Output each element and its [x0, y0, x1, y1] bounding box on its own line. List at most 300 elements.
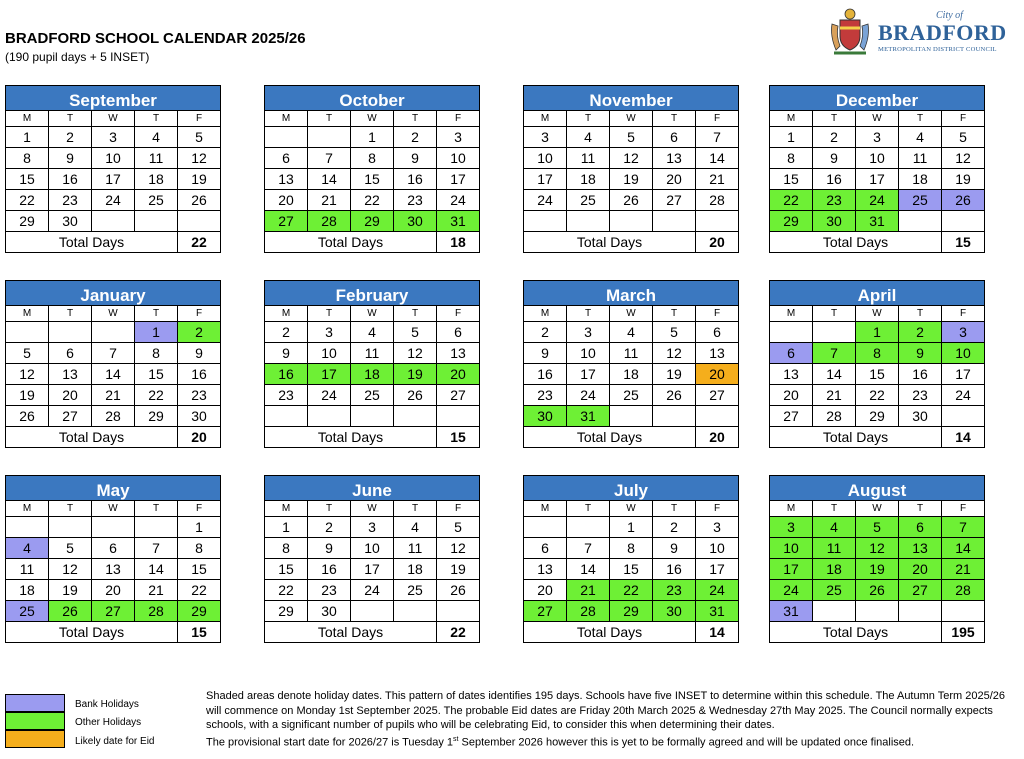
day-cell: 1	[351, 127, 394, 148]
month-name: November	[523, 85, 739, 110]
day-cell: 10	[92, 148, 135, 169]
total-days-value: 20	[696, 427, 739, 448]
day-cell: 14	[567, 559, 610, 580]
empty-day-cell	[567, 211, 610, 232]
weekday-header-row	[265, 111, 480, 127]
empty-day-cell	[610, 406, 653, 427]
day-cell: 10	[308, 343, 351, 364]
day-cell: 13	[92, 559, 135, 580]
logo-name: BRADFORD	[878, 20, 1007, 45]
empty-day-cell	[899, 211, 942, 232]
day-cell: 22	[351, 190, 394, 211]
day-cell: 1	[6, 127, 49, 148]
week-row	[524, 580, 739, 601]
day-cell: 19	[6, 385, 49, 406]
empty-day-cell	[524, 211, 567, 232]
week-row	[6, 538, 221, 559]
month-table	[769, 305, 985, 448]
council-logo	[826, 6, 1006, 58]
week-row	[770, 148, 985, 169]
day-cell: 28	[308, 211, 351, 232]
day-cell: 25	[394, 580, 437, 601]
day-cell: 15	[265, 559, 308, 580]
month-name: October	[264, 85, 480, 110]
day-cell: 3	[351, 517, 394, 538]
day-cell: 6	[437, 322, 480, 343]
day-cell: 7	[567, 538, 610, 559]
day-cell: 17	[308, 364, 351, 385]
day-cell: 21	[567, 580, 610, 601]
weekday-label: T	[813, 501, 856, 517]
day-cell: 23	[899, 385, 942, 406]
day-cell: 10	[524, 148, 567, 169]
week-row	[6, 385, 221, 406]
day-cell: 23	[524, 385, 567, 406]
day-cell: 11	[135, 148, 178, 169]
day-cell: 24	[437, 190, 480, 211]
empty-day-cell	[308, 127, 351, 148]
empty-day-cell	[899, 601, 942, 622]
empty-day-cell	[178, 211, 221, 232]
week-row	[524, 211, 739, 232]
total-days-label: Total Days	[770, 232, 942, 253]
total-days-value: 22	[178, 232, 221, 253]
weekday-label: W	[92, 501, 135, 517]
weekday-header-row	[524, 306, 739, 322]
week-row	[524, 190, 739, 211]
week-row	[6, 211, 221, 232]
day-cell: 5	[6, 343, 49, 364]
day-cell: 4	[135, 127, 178, 148]
day-cell: 18	[394, 559, 437, 580]
day-cell: 5	[856, 517, 899, 538]
day-cell: 2	[308, 517, 351, 538]
weekday-label: T	[567, 111, 610, 127]
day-cell: 29	[351, 211, 394, 232]
day-cell: 22	[178, 580, 221, 601]
weekday-header-row	[524, 111, 739, 127]
day-cell: 7	[92, 343, 135, 364]
empty-day-cell	[813, 601, 856, 622]
day-cell: 31	[856, 211, 899, 232]
note-provisional-post: September 2026 however this is yet to be formally agreed and will be updated once finalised.	[458, 736, 915, 749]
total-days-value: 20	[178, 427, 221, 448]
week-row	[265, 385, 480, 406]
empty-day-cell	[610, 211, 653, 232]
weekday-label: T	[653, 111, 696, 127]
day-cell: 13	[899, 538, 942, 559]
weekday-label: T	[308, 501, 351, 517]
week-row	[524, 322, 739, 343]
day-cell: 19	[653, 364, 696, 385]
day-cell: 5	[610, 127, 653, 148]
week-row	[6, 169, 221, 190]
day-cell: 5	[653, 322, 696, 343]
day-cell: 25	[6, 601, 49, 622]
total-days-label: Total Days	[6, 232, 178, 253]
note-provisional-sup: st	[453, 735, 459, 743]
empty-day-cell	[49, 322, 92, 343]
day-cell: 12	[610, 148, 653, 169]
day-cell: 17	[770, 559, 813, 580]
week-row	[6, 190, 221, 211]
day-cell: 4	[351, 322, 394, 343]
empty-day-cell	[813, 322, 856, 343]
weekday-label: T	[899, 111, 942, 127]
week-row	[6, 559, 221, 580]
day-cell: 25	[610, 385, 653, 406]
day-cell: 9	[308, 538, 351, 559]
weekday-label: W	[856, 111, 899, 127]
weekday-label: T	[135, 501, 178, 517]
day-cell: 15	[351, 169, 394, 190]
weekday-label: F	[696, 501, 739, 517]
day-cell: 22	[770, 190, 813, 211]
day-cell: 18	[135, 169, 178, 190]
weekday-label: F	[437, 501, 480, 517]
week-row	[770, 169, 985, 190]
day-cell: 16	[49, 169, 92, 190]
day-cell: 12	[178, 148, 221, 169]
weekday-label: M	[6, 111, 49, 127]
total-row	[265, 232, 480, 253]
day-cell: 11	[899, 148, 942, 169]
day-cell: 21	[135, 580, 178, 601]
day-cell: 5	[942, 127, 985, 148]
weekday-label: T	[135, 111, 178, 127]
day-cell: 10	[567, 343, 610, 364]
weekday-label: F	[178, 306, 221, 322]
day-cell: 2	[899, 322, 942, 343]
month-september	[5, 85, 221, 253]
legend-swatch-other	[5, 712, 65, 730]
empty-day-cell	[92, 322, 135, 343]
day-cell: 14	[696, 148, 739, 169]
day-cell: 29	[770, 211, 813, 232]
day-cell: 20	[49, 385, 92, 406]
weekday-header-row	[265, 501, 480, 517]
day-cell: 21	[92, 385, 135, 406]
day-cell: 28	[813, 406, 856, 427]
day-cell: 29	[265, 601, 308, 622]
empty-day-cell	[770, 322, 813, 343]
weekday-label: F	[696, 306, 739, 322]
explanatory-note	[206, 689, 1018, 750]
day-cell: 9	[653, 538, 696, 559]
day-cell: 26	[394, 385, 437, 406]
week-row	[6, 517, 221, 538]
day-cell: 20	[524, 580, 567, 601]
day-cell: 24	[770, 580, 813, 601]
day-cell: 26	[653, 385, 696, 406]
day-cell: 8	[6, 148, 49, 169]
day-cell: 13	[524, 559, 567, 580]
weekday-header-row	[770, 111, 985, 127]
weekday-label: T	[394, 111, 437, 127]
weekday-header-row	[770, 306, 985, 322]
day-cell: 3	[696, 517, 739, 538]
day-cell: 12	[49, 559, 92, 580]
day-cell: 1	[135, 322, 178, 343]
day-cell: 10	[856, 148, 899, 169]
empty-day-cell	[49, 517, 92, 538]
day-cell: 4	[610, 322, 653, 343]
weekday-label: F	[942, 306, 985, 322]
week-row	[6, 601, 221, 622]
total-days-value: 18	[437, 232, 480, 253]
empty-day-cell	[351, 406, 394, 427]
week-row	[524, 517, 739, 538]
day-cell: 6	[265, 148, 308, 169]
week-row	[265, 148, 480, 169]
total-days-label: Total Days	[770, 427, 942, 448]
total-row	[6, 427, 221, 448]
weekday-label: F	[178, 501, 221, 517]
day-cell: 3	[567, 322, 610, 343]
empty-day-cell	[653, 211, 696, 232]
total-row	[524, 622, 739, 643]
weekday-label: M	[524, 501, 567, 517]
weekday-label: T	[135, 306, 178, 322]
day-cell: 6	[49, 343, 92, 364]
weekday-label: F	[942, 111, 985, 127]
weekday-label: W	[92, 306, 135, 322]
month-august	[769, 475, 985, 643]
day-cell: 3	[524, 127, 567, 148]
month-table	[264, 110, 480, 253]
day-cell: 4	[6, 538, 49, 559]
week-row	[524, 127, 739, 148]
day-cell: 5	[49, 538, 92, 559]
month-table	[523, 110, 739, 253]
month-may	[5, 475, 221, 643]
empty-day-cell	[394, 406, 437, 427]
day-cell: 17	[437, 169, 480, 190]
day-cell: 30	[49, 211, 92, 232]
day-cell: 23	[813, 190, 856, 211]
weekday-label: M	[770, 501, 813, 517]
day-cell: 12	[394, 343, 437, 364]
weekday-label: T	[899, 306, 942, 322]
day-cell: 16	[899, 364, 942, 385]
day-cell: 29	[178, 601, 221, 622]
day-cell: 13	[770, 364, 813, 385]
weekday-label: T	[49, 501, 92, 517]
total-row	[265, 427, 480, 448]
day-cell: 31	[770, 601, 813, 622]
week-row	[770, 322, 985, 343]
day-cell: 5	[437, 517, 480, 538]
day-cell: 28	[135, 601, 178, 622]
day-cell: 11	[394, 538, 437, 559]
day-cell: 8	[351, 148, 394, 169]
day-cell: 31	[437, 211, 480, 232]
week-row	[265, 580, 480, 601]
page-subtitle: (190 pupil days + 5 INSET)	[5, 50, 150, 64]
day-cell: 17	[942, 364, 985, 385]
empty-day-cell	[394, 601, 437, 622]
day-cell: 8	[265, 538, 308, 559]
day-cell: 26	[856, 580, 899, 601]
day-cell: 13	[265, 169, 308, 190]
day-cell: 26	[49, 601, 92, 622]
day-cell: 12	[6, 364, 49, 385]
day-cell: 7	[308, 148, 351, 169]
day-cell: 24	[524, 190, 567, 211]
note-text: Shaded areas denote holiday dates. This pattern of dates identifies 195 days. Schools have five INSET to determine within this schedule. The Autumn Term 2025/26 will commence on Monday 1st September 2025. The probable Eid dates are Friday 20th March 2025 & Wednesday 27th May 2025. The Council normally expects schools, with a significant number of pupils who will be celebrating Eid, to consider this when determining their dates.	[206, 690, 1006, 732]
month-march	[523, 280, 739, 448]
day-cell: 21	[696, 169, 739, 190]
day-cell: 29	[6, 211, 49, 232]
total-days-label: Total Days	[265, 622, 437, 643]
day-cell: 31	[567, 406, 610, 427]
day-cell: 11	[6, 559, 49, 580]
week-row	[265, 364, 480, 385]
empty-day-cell	[265, 127, 308, 148]
day-cell: 2	[49, 127, 92, 148]
day-cell: 9	[899, 343, 942, 364]
day-cell: 21	[308, 190, 351, 211]
day-cell: 28	[942, 580, 985, 601]
week-row	[265, 190, 480, 211]
day-cell: 23	[178, 385, 221, 406]
day-cell: 23	[308, 580, 351, 601]
weekday-label: F	[437, 111, 480, 127]
week-row	[770, 517, 985, 538]
day-cell: 6	[92, 538, 135, 559]
day-cell: 26	[610, 190, 653, 211]
total-days-label: Total Days	[770, 622, 942, 643]
weekday-label: T	[567, 306, 610, 322]
note-provisional-pre: The provisional start date for 2026/27 is Tuesday 1	[206, 736, 454, 749]
total-days-value: 195	[942, 622, 985, 643]
day-cell: 3	[770, 517, 813, 538]
day-cell: 20	[92, 580, 135, 601]
day-cell: 15	[6, 169, 49, 190]
weekday-header-row	[6, 111, 221, 127]
weekday-label: M	[770, 111, 813, 127]
day-cell: 19	[49, 580, 92, 601]
month-name: April	[769, 280, 985, 305]
day-cell: 13	[437, 343, 480, 364]
month-name: August	[769, 475, 985, 500]
week-row	[265, 169, 480, 190]
weekday-label: T	[899, 501, 942, 517]
weekday-label: W	[351, 306, 394, 322]
weekday-label: T	[394, 501, 437, 517]
week-row	[265, 211, 480, 232]
month-table	[5, 110, 221, 253]
total-row	[524, 232, 739, 253]
weekday-label: T	[49, 306, 92, 322]
day-cell: 15	[135, 364, 178, 385]
day-cell: 24	[696, 580, 739, 601]
day-cell: 3	[942, 322, 985, 343]
day-cell: 8	[770, 148, 813, 169]
week-row	[770, 601, 985, 622]
weekday-label: T	[653, 306, 696, 322]
month-november	[523, 85, 739, 253]
total-days-value: 14	[942, 427, 985, 448]
month-december	[769, 85, 985, 253]
total-row	[524, 427, 739, 448]
day-cell: 24	[856, 190, 899, 211]
weekday-label: W	[351, 111, 394, 127]
week-row	[265, 406, 480, 427]
day-cell: 7	[696, 127, 739, 148]
weekday-header-row	[770, 501, 985, 517]
week-row	[524, 169, 739, 190]
legend-label-other: Other Holidays	[75, 717, 142, 728]
weekday-label: M	[265, 111, 308, 127]
week-row	[770, 559, 985, 580]
day-cell: 7	[942, 517, 985, 538]
empty-day-cell	[6, 322, 49, 343]
month-table	[523, 305, 739, 448]
day-cell: 18	[567, 169, 610, 190]
day-cell: 7	[813, 343, 856, 364]
weekday-header-row	[6, 306, 221, 322]
day-cell: 9	[265, 343, 308, 364]
week-row	[524, 601, 739, 622]
empty-day-cell	[653, 406, 696, 427]
day-cell: 4	[567, 127, 610, 148]
day-cell: 27	[653, 190, 696, 211]
day-cell: 18	[899, 169, 942, 190]
day-cell: 15	[856, 364, 899, 385]
weekday-label: W	[610, 501, 653, 517]
day-cell: 22	[135, 385, 178, 406]
weekday-label: F	[696, 111, 739, 127]
day-cell: 11	[567, 148, 610, 169]
month-name: January	[5, 280, 221, 305]
day-cell: 30	[308, 601, 351, 622]
day-cell: 13	[696, 343, 739, 364]
day-cell: 16	[265, 364, 308, 385]
day-cell: 12	[942, 148, 985, 169]
weekday-label: M	[6, 501, 49, 517]
week-row	[770, 364, 985, 385]
coat-of-arms-icon	[826, 6, 874, 58]
empty-day-cell	[524, 517, 567, 538]
week-row	[265, 601, 480, 622]
month-name: March	[523, 280, 739, 305]
day-cell: 27	[899, 580, 942, 601]
weekday-label: M	[265, 306, 308, 322]
day-cell: 30	[394, 211, 437, 232]
weekday-label: W	[610, 111, 653, 127]
weekday-label: T	[653, 501, 696, 517]
day-cell: 30	[178, 406, 221, 427]
month-january	[5, 280, 221, 448]
day-cell: 31	[696, 601, 739, 622]
day-cell: 19	[394, 364, 437, 385]
day-cell: 4	[394, 517, 437, 538]
day-cell: 19	[437, 559, 480, 580]
empty-day-cell	[135, 211, 178, 232]
month-name: May	[5, 475, 221, 500]
day-cell: 14	[92, 364, 135, 385]
day-cell: 13	[653, 148, 696, 169]
total-days-value: 20	[696, 232, 739, 253]
day-cell: 8	[178, 538, 221, 559]
day-cell: 27	[265, 211, 308, 232]
day-cell: 2	[524, 322, 567, 343]
day-cell: 1	[265, 517, 308, 538]
day-cell: 10	[351, 538, 394, 559]
day-cell: 28	[567, 601, 610, 622]
week-row	[770, 385, 985, 406]
